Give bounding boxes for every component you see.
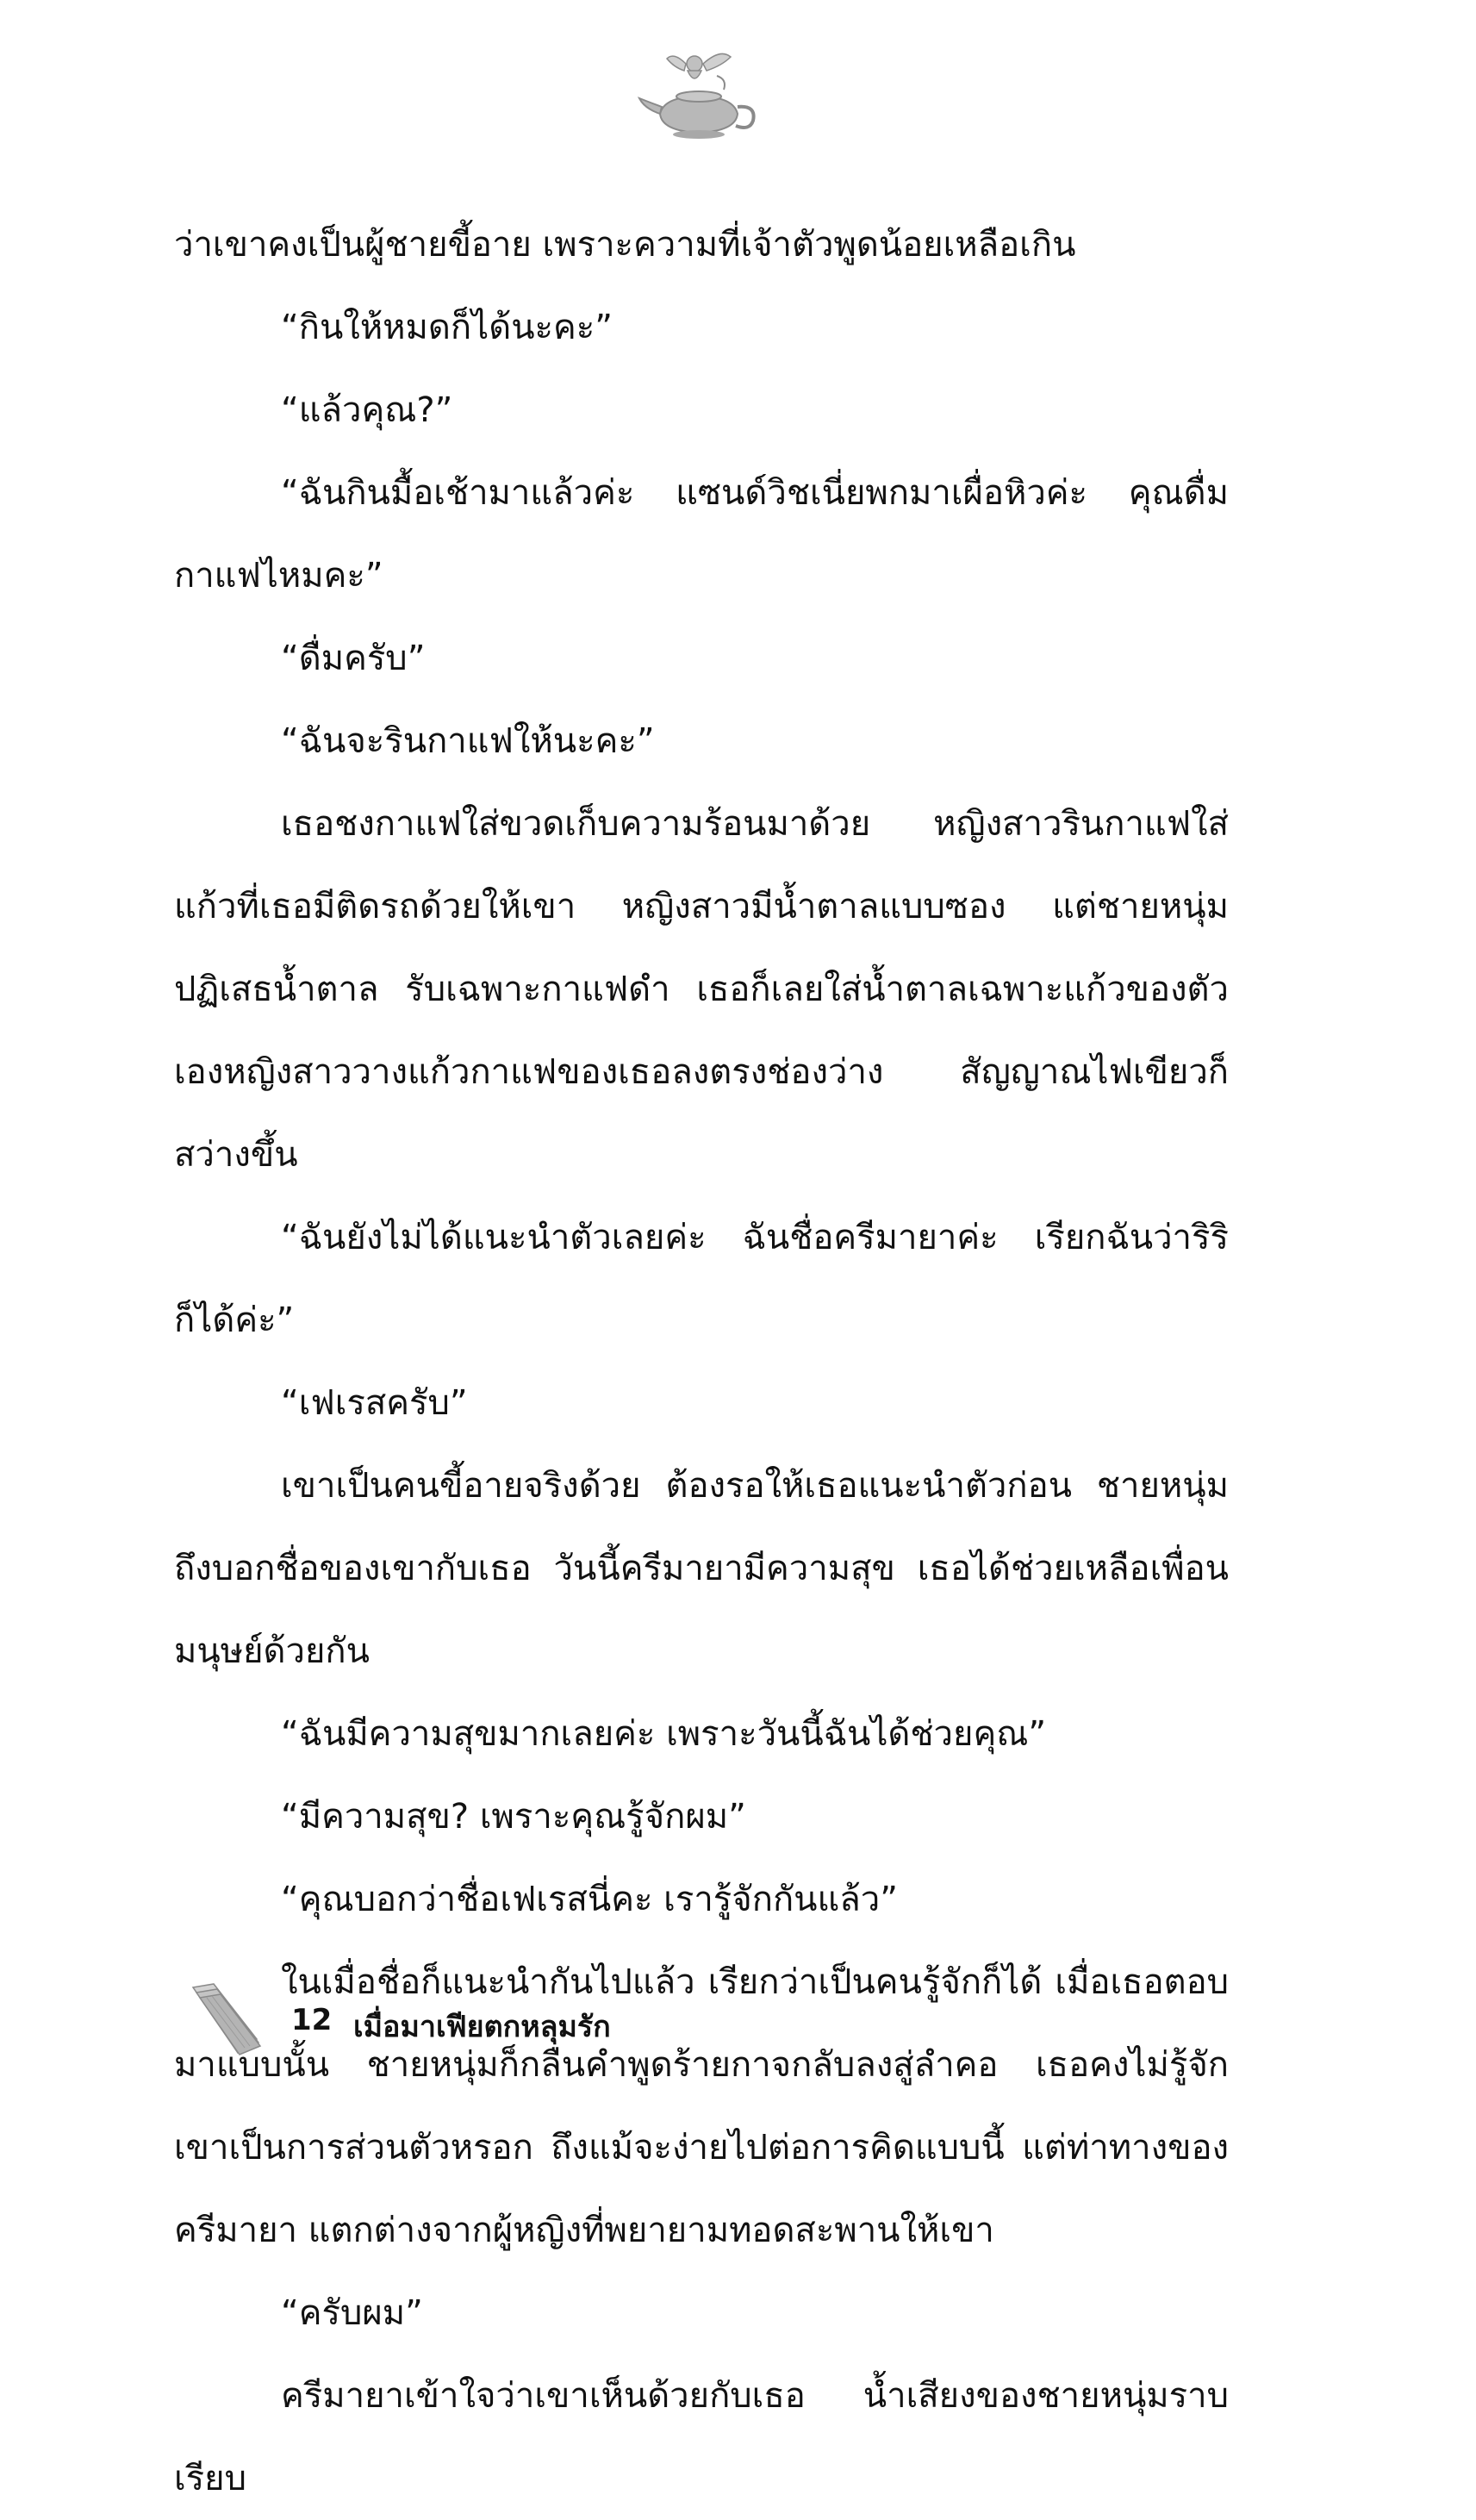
body-text	[174, 203, 1229, 2520]
page-number: 12	[291, 2003, 333, 2037]
layered-pages-ornament-icon	[188, 1979, 265, 2056]
paragraph: เขาเป็นคนขี้อายจริงด้วย ต้องรอให้เธอแนะนำตัวก่อน ชายหนุ่มถึงบอกชื่อของเขากับเธอ วันนี้ครีมายามีความสุข เธอได้ช่วยเหลือเพื่อนมนุษย์ด้วยกัน	[174, 1466, 1229, 1671]
book-title: เมื่อมาเฟียตกหลุมรัก	[353, 2010, 611, 2044]
paragraph: “มีความสุข? เพราะคุณรู้จักผม”	[281, 1797, 746, 1837]
paragraph: ครีมายาเข้าใจว่าเขาเห็นด้วยกับเธอ น้ำเสียงของชายหนุ่มราบเรียบ	[174, 2376, 1229, 2498]
paragraph: “แล้วคุณ?”	[281, 390, 453, 430]
cupid-teapot-ornament-icon	[634, 45, 763, 148]
paragraph: “ฉันกินมื้อเช้ามาแล้วค่ะ แซนด์วิชเนี่ยพกมาเผื่อหิวค่ะ คุณดื่มกาแฟไหมคะ”	[174, 473, 1229, 596]
paragraph: “ดื่มครับ”	[281, 639, 426, 678]
paragraph: “ฉันยังไม่ได้แนะนำตัวเลยค่ะ ฉันชื่อครีมายาค่ะ เรียกฉันว่าริริก็ได้ค่ะ”	[174, 1218, 1229, 1340]
paragraph: “คุณบอกว่าชื่อเฟเรสนี่คะ เรารู้จักกันแล้ว”	[281, 1880, 898, 1919]
paragraph: “ครับผม”	[281, 2293, 423, 2333]
paragraph: “ฉันจะรินกาแฟให้นะคะ”	[281, 721, 655, 761]
paragraph: ว่าเขาคงเป็นผู้ชายขี้อาย เพราะความที่เจ้าตัวพูดน้อยเหลือเกิน	[174, 225, 1076, 265]
page-footer	[188, 1979, 791, 2056]
paragraph: “กินให้หมดก็ได้นะคะ”	[281, 308, 613, 347]
paragraph: “ฉันมีความสุขมากเลยค่ะ เพราะวันนี้ฉันได้ช่วยคุณ”	[281, 1714, 1047, 1754]
paragraph: “เฟเรสครับ”	[281, 1383, 468, 1423]
paragraph: ในเมื่อชื่อก็แนะนำกันไปแล้ว เรียกว่าเป็นคนรู้จักก็ได้ เมื่อเธอตอบมาแบบนั้น ชายหนุ่มก็กลืนคำพูดร้ายกาจกลับลงสู่ลำคอ เธอคงไม่รู้จักเขาเป็นการส่วนตัวหรอก ถึงแม้จะง่ายไปต่อการคิดแบบนี้ แต่ท่าทางของครีมายา แตกต่างจากผู้หญิงที่พยายามทอดสะพานให้เขา	[174, 1962, 1229, 2250]
paragraph: เธอชงกาแฟใส่ขวดเก็บความร้อนมาด้วย หญิงสาวรินกาแฟใส่แก้วที่เธอมีติดรถด้วยให้เขา หญิงสาวมีน้ำตาลแบบซอง แต่ชายหนุ่มปฏิเสธน้ำตาล รับเฉพาะกาแฟดำ เธอก็เลยใส่น้ำตาลเฉพาะแก้วของตัวเองหญิงสาววางแก้วกาแฟของเธอลงตรงช่องว่าง สัญญาณไฟเขียวก็สว่างขึ้น	[174, 804, 1229, 1175]
